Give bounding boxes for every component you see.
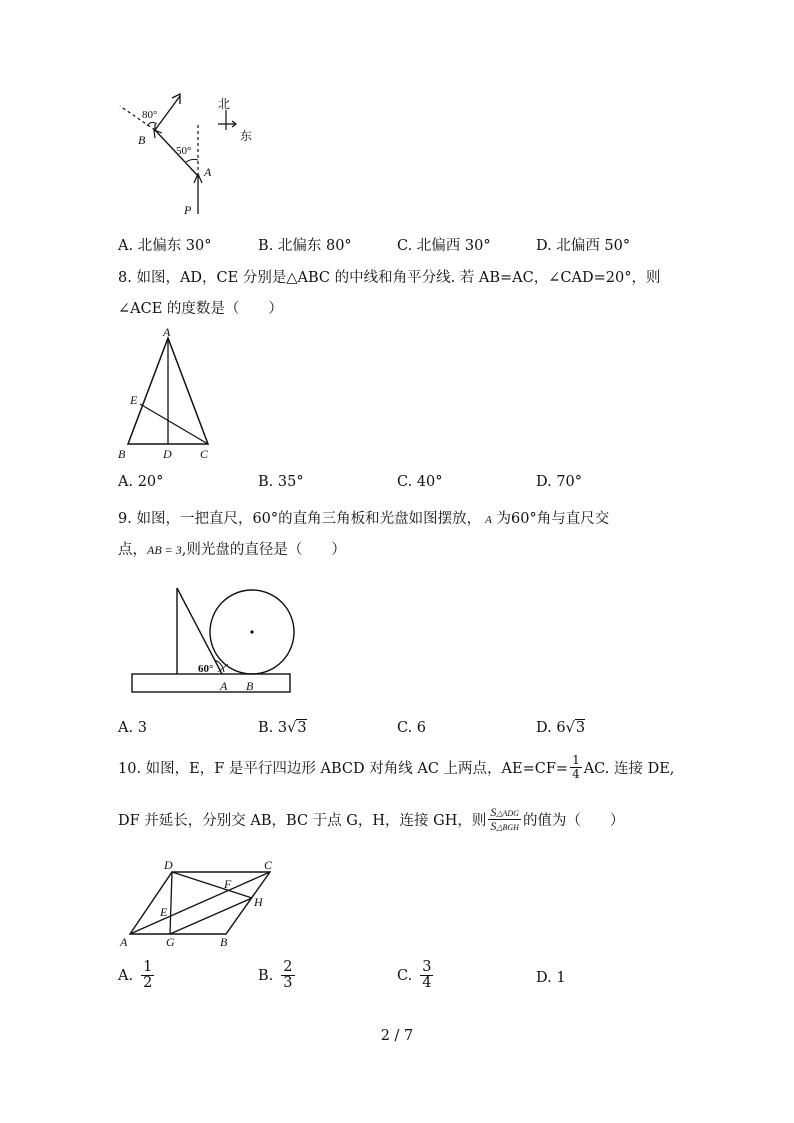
- q9-label-b: B: [246, 679, 254, 693]
- q10-option-a-fraction: [141, 960, 154, 991]
- q7-label-b: B: [138, 133, 146, 147]
- q9-option-c: C. 6: [397, 720, 427, 736]
- q9-option-b-coef: B. 3: [258, 720, 288, 736]
- q9-option-b: [258, 720, 307, 736]
- q10-label-e: E: [160, 905, 168, 919]
- q9-option-d-sqrt: √3: [565, 720, 586, 736]
- q7-label-a: A: [204, 165, 212, 179]
- q10-figure: [114, 854, 284, 954]
- q10-line-1: [118, 754, 674, 780]
- q7-label-80: 80°: [142, 109, 158, 121]
- q10-label-d: D: [164, 858, 173, 872]
- q10-option-b-den: 3: [283, 975, 293, 992]
- q8-label-a: A: [163, 325, 171, 339]
- q10-line-2-a: DF 并延长，分别交 AB，BC 于点 G，H，连接 GH，则: [118, 812, 487, 829]
- q10-label-c: C: [264, 858, 273, 872]
- q8-line-1: 8. 如图，AD，CE 分别是△ABC 的中线和角平分线. 若 AB=AC，∠CAD=20°，则: [118, 270, 661, 286]
- q10-label-a: A: [120, 935, 128, 949]
- q10-label-h: H: [254, 895, 263, 909]
- q9-line-1-b: A: [485, 514, 492, 526]
- q8-option-d: D. 70°: [536, 474, 583, 490]
- q7-label-north: 北: [218, 97, 231, 111]
- q8-label-e: E: [130, 393, 138, 407]
- q9-line-2: [118, 538, 346, 559]
- q9-option-a: A. 3: [118, 720, 147, 736]
- q8-line-2: ∠ACE 的度数是（ ）: [118, 301, 283, 317]
- q7-option-b: B. 北偏东 80°: [258, 238, 352, 254]
- q9-option-d: [536, 720, 585, 736]
- q10-option-a-num: 1: [143, 959, 153, 975]
- q9-label-60: 60°: [198, 663, 214, 675]
- q9-line-1-a: 9. 如图，一把直尺，60°的直角三角板和光盘如图摆放，: [118, 511, 482, 527]
- q8-label-d: D: [163, 447, 172, 461]
- q10-option-c-num: 3: [422, 959, 432, 975]
- q9-option-d-radicand: 3: [575, 720, 586, 736]
- q10-ratio-den-s: S: [490, 818, 497, 833]
- page-number: 2 / 7: [380, 1028, 414, 1044]
- q9-option-d-coef: D. 6: [536, 720, 566, 736]
- q7-label-50: 50°: [176, 145, 192, 157]
- q8-label-c: C: [200, 447, 209, 461]
- q9-line-1-c: 为60°角与直尺交: [491, 511, 610, 527]
- q7-figure: [110, 88, 270, 218]
- q8-label-b: B: [118, 447, 126, 461]
- q9-line-2-a: 点，: [118, 542, 147, 558]
- q10-fraction-area-ratio: [488, 806, 521, 832]
- q7-label-p: P: [184, 203, 192, 217]
- q10-option-c-label: C.: [397, 967, 413, 984]
- q9-line-2-c: ,则光盘的直径是（ ）: [181, 542, 346, 558]
- q10-fraction-den: 4: [572, 766, 580, 781]
- q10-option-b: [258, 960, 297, 991]
- q10-ratio-num: [488, 806, 521, 820]
- q10-option-d: D. 1: [536, 970, 566, 986]
- q10-label-g: G: [166, 935, 175, 949]
- q10-ratio-num-s: S: [490, 805, 497, 819]
- q7-label-east: 东: [240, 129, 253, 143]
- q10-line-2: [118, 806, 624, 832]
- q10-option-b-fraction: [281, 960, 294, 991]
- q7-option-d: D. 北偏西 50°: [536, 238, 631, 254]
- q10-option-a: [118, 960, 156, 991]
- q10-label-b: B: [220, 935, 228, 949]
- q7-option-c: C. 北偏西 30°: [397, 238, 491, 254]
- q9-line-1: [118, 507, 609, 528]
- q9-line-2-b: AB = 3: [147, 543, 182, 557]
- q9-label-a: A: [220, 679, 228, 693]
- q10-ratio-den: [488, 820, 521, 833]
- q8-option-b: B. 35°: [258, 474, 304, 490]
- q10-line-2-b: 的值为（ ）: [522, 812, 625, 829]
- q10-option-c-fraction: [420, 960, 433, 991]
- q10-option-b-num: 2: [283, 959, 293, 975]
- q9-option-b-radicand: 3: [297, 720, 307, 736]
- q9-figure: [128, 580, 298, 698]
- q10-option-a-label: A.: [118, 967, 134, 984]
- q10-fraction-num: 1: [572, 753, 580, 767]
- q7-option-a: A. 北偏东 30°: [118, 238, 212, 254]
- q10-option-c: [397, 960, 435, 991]
- q10-fraction-quarter: [570, 754, 582, 780]
- q9-option-b-sqrt: √3: [287, 720, 307, 736]
- q10-option-b-label: B.: [258, 967, 274, 984]
- q10-ratio-den-sub: △BGH: [496, 822, 519, 832]
- q10-label-f: F: [224, 877, 232, 891]
- q10-line-1-b: AC. 连接 DE,: [583, 760, 675, 777]
- q8-figure: [114, 324, 224, 464]
- q10-option-c-den: 4: [422, 975, 432, 992]
- q10-line-1-a: 10. 如图，E，F 是平行四边形 ABCD 对角线 AC 上两点，AE=CF=: [118, 760, 569, 777]
- q10-option-a-den: 2: [143, 975, 153, 992]
- q8-option-c: C. 40°: [397, 474, 443, 490]
- q10-ratio-num-sub: △ADG: [496, 809, 519, 818]
- q8-option-a: A. 20°: [118, 474, 164, 490]
